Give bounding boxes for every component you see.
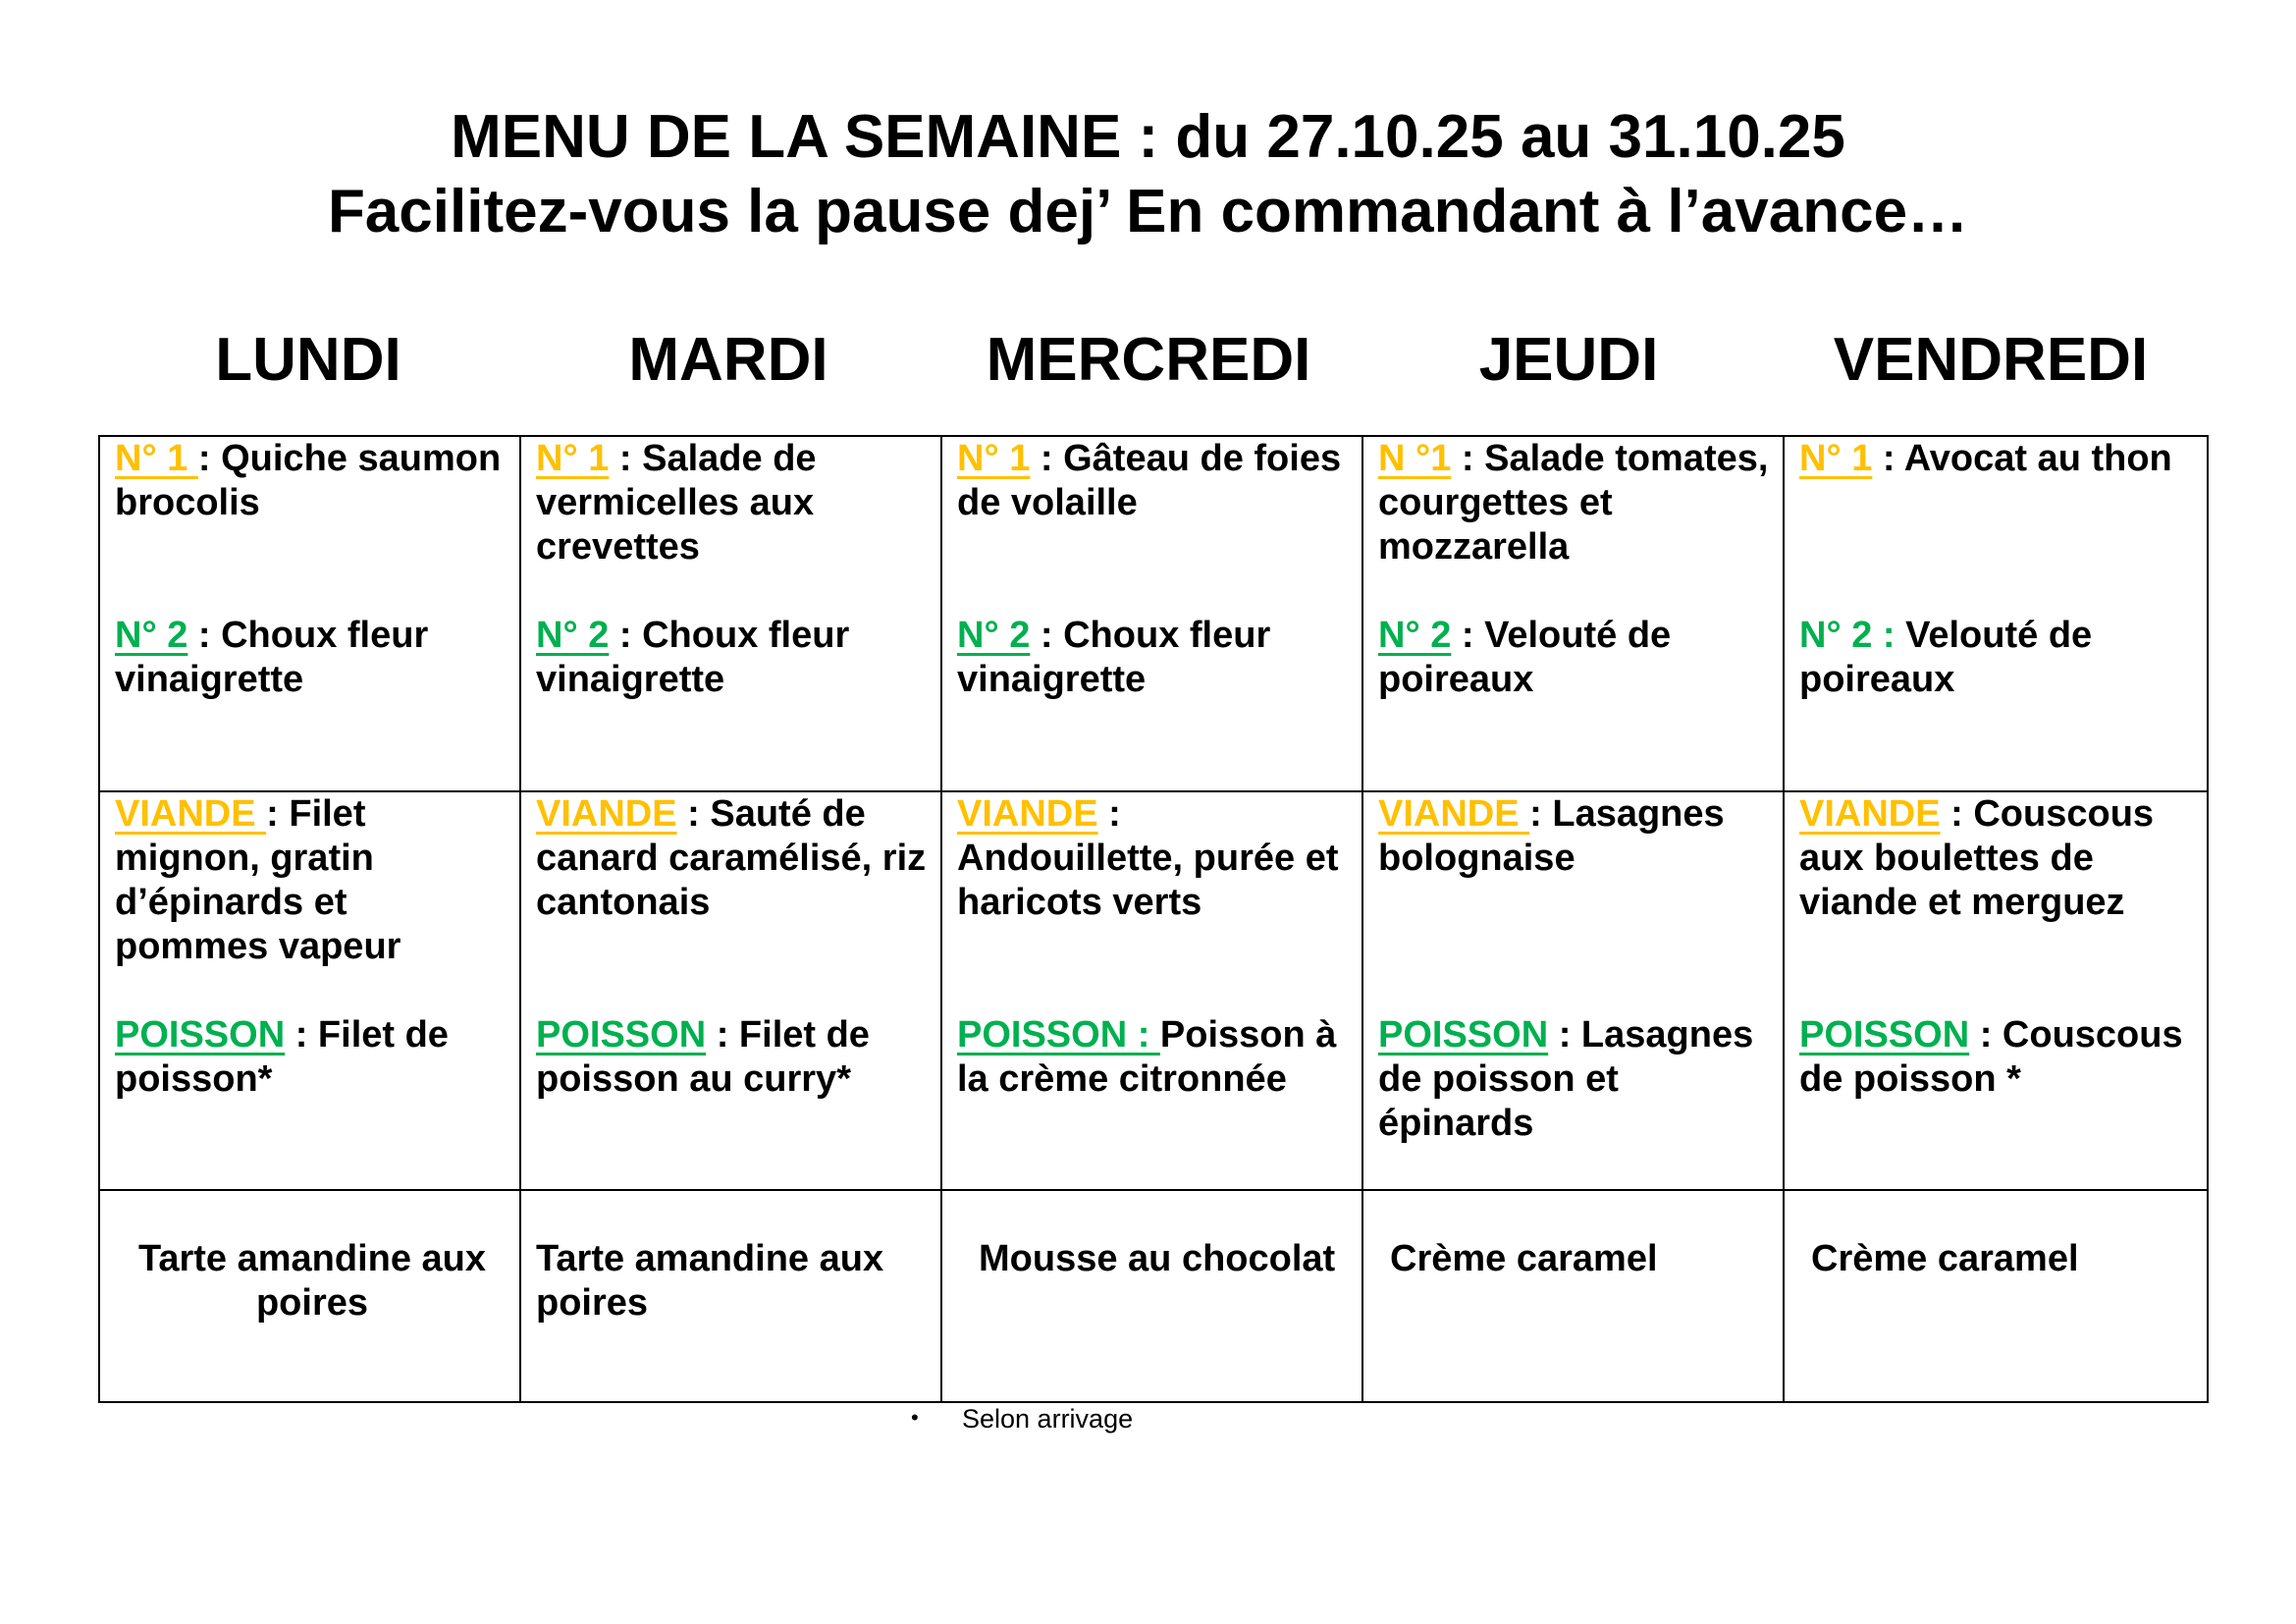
footnote: [911, 1402, 1133, 1437]
plat-viande: [957, 792, 1352, 925]
entree-n2: [115, 614, 509, 702]
entree-n1: [536, 437, 931, 569]
entree-n2: [1799, 614, 2197, 702]
entree-n1-text: : Salade tomates, courgettes et mozzarella: [1378, 438, 1769, 568]
entrees-row: [99, 436, 2208, 791]
plat-poisson: [115, 1013, 509, 1102]
day-header-mardi: MARDI: [628, 326, 828, 394]
entree-n2-text: Velouté de poireaux: [1799, 615, 2093, 700]
entree-n1-text: : Salade de vermicelles aux crevettes: [536, 438, 817, 568]
entree-cell-lundi: [99, 436, 520, 791]
menu-subtitle: Facilitez-vous la pause dej’ En commandant à l’avance…: [327, 178, 1969, 245]
entree-cell-vendredi: [1784, 436, 2208, 791]
dessert-text: Crème caramel: [1811, 1238, 2079, 1279]
entree-n1-label: N° 1: [115, 438, 198, 479]
viande-text: : Lasagnes bolognaise: [1378, 793, 1725, 879]
dessert-cell-lundi: [99, 1190, 520, 1402]
poisson-text: : Filet de poisson au curry*: [536, 1014, 870, 1100]
viande-label: VIANDE: [1378, 793, 1530, 835]
plat-cell-lundi: [99, 791, 520, 1190]
dessert-cell-mardi: [520, 1190, 941, 1402]
poisson-label: POISSON: [115, 1014, 286, 1056]
plat-poisson: [957, 1013, 1352, 1102]
poisson-text: Poisson à la crème citronnée: [957, 1014, 1337, 1100]
entree-n2-text: : Choux fleur vinaigrette: [536, 615, 850, 700]
entree-n2-label: N° 2: [1378, 615, 1452, 656]
entree-cell-mardi: [520, 436, 941, 791]
viande-text: : Sauté de canard caramélisé, riz cantonais: [536, 793, 927, 923]
dessert-text: Mousse au chocolat: [979, 1238, 1336, 1279]
entree-cell-jeudi: [1362, 436, 1784, 791]
dessert-cell-mercredi: [941, 1190, 1362, 1402]
entree-cell-mercredi: [941, 436, 1362, 791]
plat-cell-mercredi: [941, 791, 1362, 1190]
entree-n2-label: N° 2: [957, 615, 1031, 656]
poisson-text: : Couscous de poisson *: [1799, 1014, 2183, 1100]
entree-n2-label: N° 2: [115, 615, 188, 656]
entree-n2: [957, 614, 1352, 702]
plat-poisson: [536, 1013, 931, 1102]
viande-text: : Andouillette, purée et haricots verts: [957, 793, 1339, 923]
plat-cell-mardi: [520, 791, 941, 1190]
poisson-label: POISSON: [1799, 1014, 1970, 1056]
dessert-text: Tarte amandine aux poires: [536, 1238, 884, 1324]
entree-n1-text: : Avocat au thon: [1872, 438, 2172, 479]
dessert-text: Tarte amandine aux poires: [137, 1238, 487, 1324]
day-header-mercredi: MERCREDI: [986, 326, 1311, 394]
bullet-icon: •: [911, 1404, 919, 1430]
viande-label: VIANDE: [536, 793, 677, 835]
poisson-label: POISSON: [1378, 1014, 1549, 1056]
entree-n1: [1799, 437, 2197, 481]
menu-table: [98, 435, 2209, 1403]
plat-viande: [536, 792, 931, 925]
poisson-label: POISSON :: [957, 1014, 1160, 1056]
entree-n1-label: N° 1: [1799, 438, 1873, 479]
entree-n2-text: : Choux fleur vinaigrette: [957, 615, 1271, 700]
menu-title: MENU DE LA SEMAINE : du 27.10.25 au 31.10.25: [451, 103, 1845, 171]
desserts-row: [99, 1190, 2208, 1402]
viande-label: VIANDE: [957, 793, 1098, 835]
entree-n1-label: N °1: [1378, 438, 1452, 479]
entree-n2: [1378, 614, 1773, 702]
entree-n1: [957, 437, 1352, 525]
entree-n1-text: : Gâteau de foies de volaille: [957, 438, 1342, 523]
entree-n2-text: : Velouté de poireaux: [1378, 615, 1672, 700]
viande-text: : Filet mignon, gratin d’épinards et pommes vapeur: [115, 793, 401, 967]
entree-n2-label: N° 2: [536, 615, 610, 656]
day-header-jeudi: JEUDI: [1478, 326, 1659, 394]
plat-viande: [1799, 792, 2197, 925]
entree-n2-label: N° 2 :: [1799, 615, 1896, 656]
entree-n1: [1378, 437, 1773, 569]
plats-row: [99, 791, 2208, 1190]
viande-label: VIANDE: [115, 793, 267, 835]
day-header-vendredi: VENDREDI: [1833, 326, 2149, 394]
plat-viande: [1378, 792, 1773, 881]
entree-n1: [115, 437, 509, 525]
viande-label: VIANDE: [1799, 793, 1941, 835]
entree-n2: [536, 614, 931, 702]
entree-n1-text: : Quiche saumon brocolis: [115, 438, 502, 523]
footnote-text: Selon arrivage: [962, 1404, 1134, 1434]
dessert-cell-vendredi: [1784, 1190, 2208, 1402]
entree-n1-label: N° 1: [957, 438, 1031, 479]
plat-viande: [115, 792, 509, 969]
entree-n2-text: : Choux fleur vinaigrette: [115, 615, 429, 700]
dessert-cell-jeudi: [1362, 1190, 1784, 1402]
plat-poisson: [1799, 1013, 2197, 1102]
plat-cell-vendredi: [1784, 791, 2208, 1190]
day-header-lundi: LUNDI: [215, 326, 401, 394]
poisson-text: : Lasagnes de poisson et épinards: [1378, 1014, 1754, 1144]
poisson-text: : Filet de poisson*: [115, 1014, 449, 1100]
plat-poisson: [1378, 1013, 1773, 1146]
viande-text: : Couscous aux boulettes de viande et merguez: [1799, 793, 2155, 923]
dessert-text: Crème caramel: [1390, 1238, 1658, 1279]
entree-n1-label: N° 1: [536, 438, 610, 479]
plat-cell-jeudi: [1362, 791, 1784, 1190]
poisson-label: POISSON: [536, 1014, 707, 1056]
